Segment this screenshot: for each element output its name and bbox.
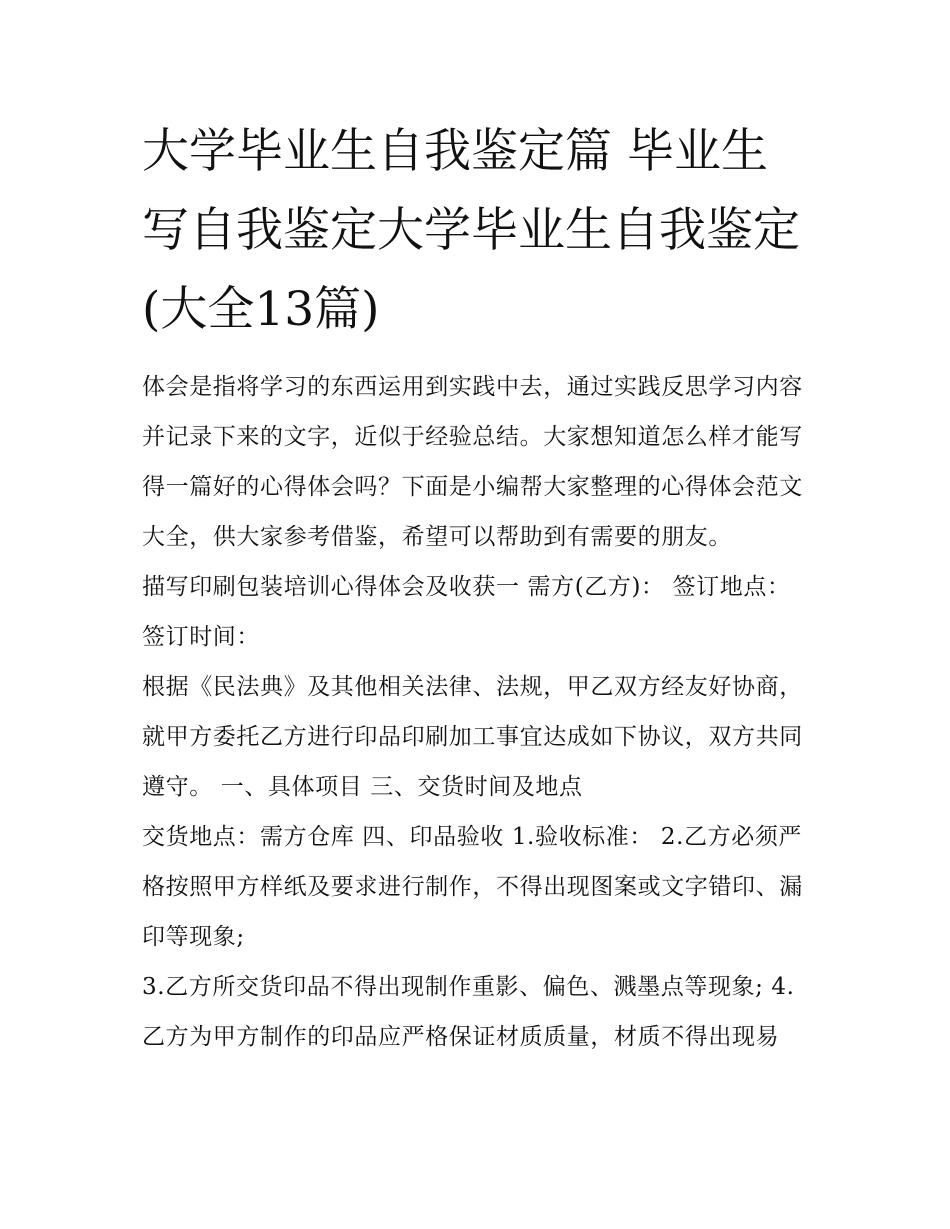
document-title: 大学毕业生自我鉴定篇 毕业生写自我鉴定大学毕业生自我鉴定(大全13篇) (142, 124, 800, 337)
paragraph-intro: 体会是指将学习的东西运用到实践中去，通过实践反思学习内容并记录下来的文字，近似于经验总结。大家想知道怎么样才能写得一篇好的心得体会吗？下面是小编帮大家整理的心得体会范文大全，供大家参考借鉴，希望可以帮助到有需要的朋友。 (142, 374, 803, 550)
paragraph-contract-header: 描写印刷包装培训心得体会及收获一 需方(乙方)： 签订地点： 签订时间： (142, 574, 791, 650)
paragraph-agreement: 根据《民法典》及其他相关法律、法规，甲乙双方经友好协商，就甲方委托乙方进行印品印刷加工事宜达成如下协议，双方共同遵守。 一、具体项目 三、交货时间及地点 (142, 674, 803, 800)
document-page (142, 112, 814, 1062)
paragraph-acceptance: 交货地点：需方仓库 四、印品验收 1.验收标准： 2.乙方必须严格按照甲方样纸及要求进行制作，不得出现图案或文字错印、漏印等现象; (142, 824, 803, 950)
paragraph-quality: 3.乙方所交货印品不得出现制作重影、偏色、溅墨点等现象; 4.乙方为甲方制作的印品应严格保证材质质量，材质不得出现易 (142, 974, 795, 1050)
